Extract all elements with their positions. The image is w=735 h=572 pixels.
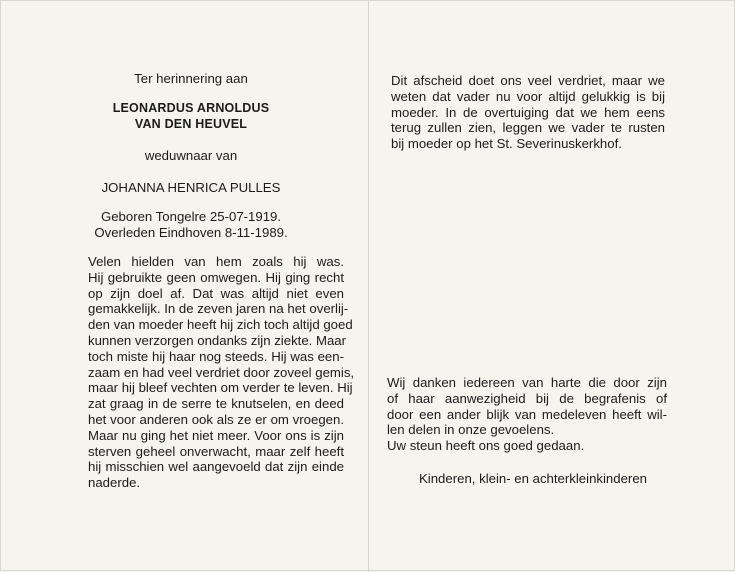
left-panel bbox=[1, 1, 368, 572]
eulogy-line: maar hij bleef vechten om verder te leven. Hij bbox=[88, 380, 353, 396]
eulogy-line: Hij gebruikte geen omwegen. Hij ging recht bbox=[88, 269, 344, 285]
eulogy-line: kunnen verzorgen ondanks zijn ziekte. Maar bbox=[88, 332, 347, 348]
deceased-name-line-2: VAN DEN HEUVEL bbox=[134, 117, 248, 131]
eulogy-line: naderde. bbox=[88, 475, 141, 491]
thanks-line: door een ander blijk van medeleven heeft wil- bbox=[387, 406, 667, 422]
farewell-line: bij moeder op het St. Severinuskerkhof. bbox=[391, 136, 622, 152]
spouse-name: JOHANNA HENRICA PULLES bbox=[101, 180, 281, 195]
eulogy-line: zaam en had veel verdriet door zoveel gemis, bbox=[88, 364, 355, 380]
family-signoff: Kinderen, klein- en achterkleinkinderen bbox=[419, 471, 647, 486]
eulogy-line: Velen hielden van hem zoals hij was. bbox=[88, 254, 344, 269]
eulogy-line: toch miste hij haar nog steeds. Hij was een- bbox=[88, 348, 344, 364]
thanks-line: of haar aanwezigheid bij de begrafenis of bbox=[387, 390, 667, 406]
farewell-line: Dit afscheid doet ons veel verdriet, maar we bbox=[391, 73, 665, 88]
eulogy-line: den van moeder heeft hij zich toch altijd goed bbox=[88, 317, 353, 333]
thanks-line: len delen in onze gevoelens. bbox=[387, 422, 555, 438]
eulogy-line: zat graag in de serre te knutselen, en deed bbox=[88, 396, 344, 412]
eulogy-line: hij misschien wel aangevoeld dat zijn einde bbox=[88, 459, 344, 475]
farewell-line: moeder. In de overtuiging dat we hem eens bbox=[391, 104, 665, 120]
death-info: Overleden Eindhoven 8-11-1989. bbox=[94, 225, 288, 240]
farewell-line: terug zullen zien, leggen we vader te rusten bbox=[391, 120, 665, 136]
farewell-text bbox=[391, 73, 665, 152]
deceased-name-line-1: LEONARDUS ARNOLDUS bbox=[112, 101, 270, 115]
intro-text: Ter herinnering aan bbox=[134, 71, 248, 86]
thanks-text bbox=[387, 375, 667, 454]
thanks-line: Wij danken iedereen van harte die door zijn bbox=[387, 375, 667, 390]
eulogy-line: op zijn doel af. Dat was altijd niet even bbox=[88, 285, 344, 301]
farewell-line: weten dat vader nu voor altijd gelukkig is bij bbox=[391, 88, 665, 104]
eulogy-line: sterven geheel onverwacht, maar zelf heeft bbox=[88, 443, 344, 459]
eulogy-text bbox=[88, 254, 355, 491]
eulogy-line: het voor anderen ook als ze er om vroegen. bbox=[88, 411, 344, 427]
right-panel bbox=[369, 1, 735, 572]
thanks-line: Uw steun heeft ons goed gedaan. bbox=[387, 438, 585, 454]
relation-text: weduwnaar van bbox=[144, 148, 238, 163]
eulogy-line: gemakkelijk. In de zeven jaren na het overlij- bbox=[88, 301, 349, 317]
eulogy-line: Maar nu ging het niet meer. Voor ons is zijn bbox=[88, 427, 344, 443]
birth-info: Geboren Tongelre 25-07-1919. bbox=[100, 209, 282, 224]
